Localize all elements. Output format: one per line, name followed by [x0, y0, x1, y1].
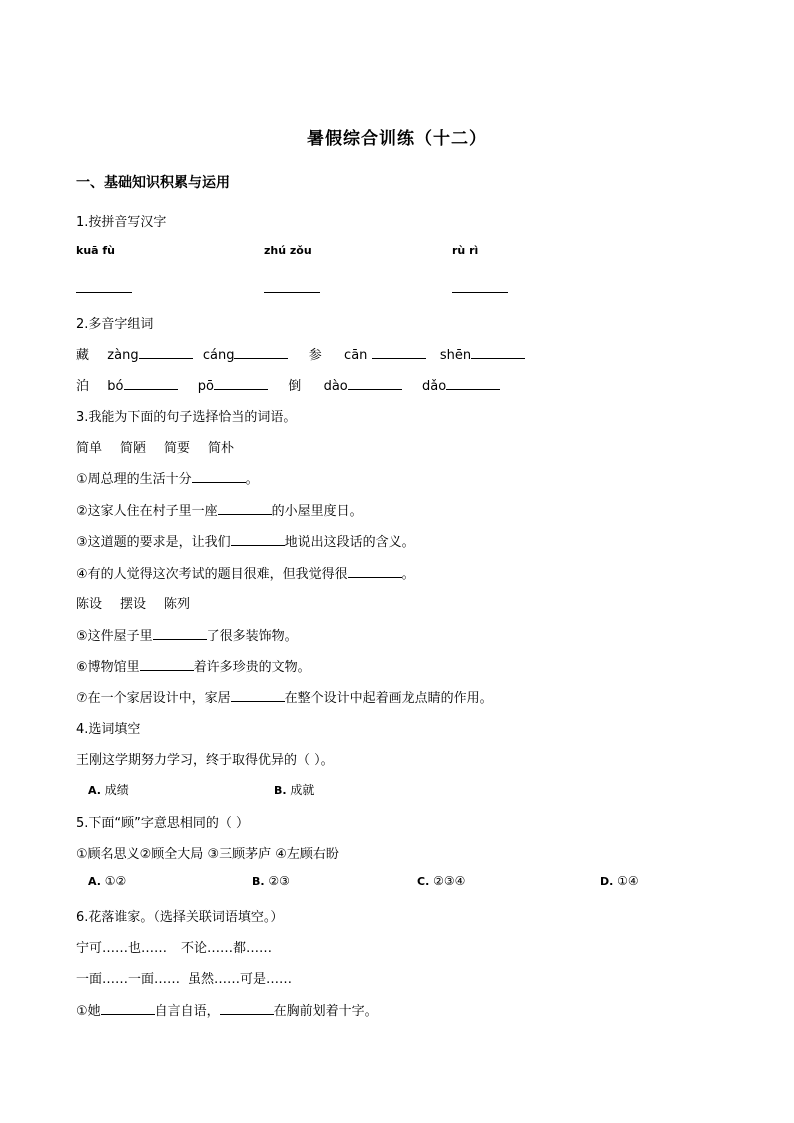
q2-char-can: 参: [308, 348, 322, 363]
word-option: 简单: [76, 441, 103, 456]
q3-heading: 3.我能为下面的句子选择恰当的词语。: [76, 410, 297, 425]
fill-blank[interactable]: [220, 1002, 274, 1015]
option-text: ①④: [617, 874, 639, 888]
q4-option-a[interactable]: [88, 781, 129, 798]
q6-conjunctions-2: [76, 968, 292, 987]
q2-char-bo: 泊: [76, 379, 90, 394]
q2-blank[interactable]: [234, 346, 288, 359]
q4-question: 王刚这学期努力学习，终于取得优异的（ ）。: [76, 753, 334, 768]
q2-blank[interactable]: [446, 377, 500, 390]
word-option: 陈列: [164, 597, 191, 612]
fill-blank[interactable]: [218, 502, 272, 515]
option-letter: A.: [88, 784, 101, 797]
sentence-text: 在胸前划着十字。: [273, 1004, 378, 1019]
q6-heading: 6.花落谁家。（选择关联词语填空。）: [76, 910, 284, 925]
sentence-text: 地说出这段话的含义。: [284, 535, 415, 550]
option-text: ②③: [268, 874, 290, 888]
option-letter: B.: [252, 875, 265, 888]
conjunction-option: 不论……都……: [181, 941, 273, 956]
word-option: 陈设: [76, 597, 103, 612]
option-text: 成绩: [104, 783, 129, 797]
sentence-text: ⑦在一个家居设计中，家居: [76, 691, 231, 706]
sentence-text: 。: [401, 567, 415, 582]
sentence-text: ②这家人住在村子里一座: [76, 504, 218, 519]
q2-row-2: [76, 375, 500, 394]
option-letter: B.: [274, 784, 287, 797]
q2-pinyin: cáng: [202, 348, 235, 363]
sentence-text: 。: [245, 472, 259, 487]
conjunction-option: 虽然……可是……: [188, 972, 293, 987]
q3-sentence-2: [76, 500, 363, 519]
q2-blank[interactable]: [214, 377, 268, 390]
conjunction-option: 宁可……也……: [76, 941, 168, 956]
q2-pinyin: bó: [107, 379, 124, 394]
q6-conjunctions-1: [76, 937, 272, 956]
q2-blank[interactable]: [124, 377, 178, 390]
word-option: 摆设: [120, 597, 147, 612]
q2-blank[interactable]: [348, 377, 402, 390]
q3-sentence-6: [76, 656, 311, 675]
q2-char-dao: 倒: [288, 379, 302, 394]
q3-word-bank-2: [76, 593, 190, 612]
sentence-text: ③这道题的要求是，让我们: [76, 535, 231, 550]
q2-char-cang: 藏: [76, 348, 90, 363]
q1-answer-blank-1[interactable]: [76, 292, 132, 293]
option-text: ②③④: [433, 874, 466, 888]
q3-sentence-1: [76, 468, 259, 487]
q1-pinyin-1: kuā fù: [76, 244, 116, 257]
fill-blank[interactable]: [140, 658, 194, 671]
q5-option-d[interactable]: [600, 874, 639, 888]
section-heading: 一、基础知识积累与运用: [76, 175, 230, 191]
fill-blank[interactable]: [348, 565, 402, 578]
fill-blank[interactable]: [231, 533, 285, 546]
q6-sentence-1: [76, 1000, 378, 1019]
word-option: 简要: [164, 441, 191, 456]
q1-answer-blank-2[interactable]: [264, 292, 320, 293]
sentence-text: ⑥博物馆里: [76, 660, 140, 675]
q2-pinyin: dǎo: [422, 379, 447, 394]
word-option: 简陋: [120, 441, 147, 456]
sentence-text: 了很多装饰物。: [206, 629, 298, 644]
q3-sentence-4: [76, 563, 415, 582]
fill-blank[interactable]: [231, 689, 285, 702]
q1-answer-blank-3[interactable]: [452, 292, 508, 293]
q2-pinyin: dào: [323, 379, 348, 394]
q2-heading: 2.多音字组词: [76, 317, 154, 332]
sentence-text: ④有的人觉得这次考试的题目很难，但我觉得很: [76, 567, 348, 582]
sentence-text: 的小屋里度日。: [271, 504, 363, 519]
q2-pinyin: pō: [197, 379, 215, 394]
sentence-text: ①她: [76, 1004, 101, 1019]
q3-sentence-5: [76, 625, 298, 644]
sentence-text: 着许多珍贵的文物。: [193, 660, 311, 675]
fill-blank[interactable]: [153, 627, 207, 640]
sentence-text: ⑤这件屋子里: [76, 629, 153, 644]
page-title: 暑假综合训练（十二）: [307, 129, 487, 149]
q1-pinyin-2: zhú zǒu: [264, 244, 312, 257]
sentence-text: 自言自语，: [154, 1004, 220, 1019]
q5-option-a[interactable]: [88, 874, 126, 888]
fill-blank[interactable]: [192, 470, 246, 483]
q2-pinyin: shēn: [439, 348, 472, 363]
q5-items: ①顾名思义②顾全大局 ③三顾茅庐 ④左顾右盼: [76, 847, 339, 862]
option-text: ①②: [104, 874, 127, 888]
q3-sentence-7: [76, 687, 493, 706]
q1-pinyin-3: rù rì: [452, 244, 479, 257]
q2-pinyin: cān: [344, 348, 368, 363]
q5-option-b[interactable]: [252, 874, 290, 888]
q2-blank[interactable]: [139, 346, 193, 359]
q2-pinyin: zàng: [107, 348, 139, 363]
q2-blank[interactable]: [471, 346, 525, 359]
fill-blank[interactable]: [101, 1002, 155, 1015]
q2-row-1: [76, 344, 525, 363]
q5-heading: 5.下面“顾”字意思相同的（ ）: [76, 816, 250, 831]
q1-heading: 1.按拼音写汉字: [76, 215, 167, 230]
q4-heading: 4.选词填空: [76, 722, 141, 737]
option-letter: C.: [417, 875, 430, 888]
q3-sentence-3: [76, 531, 415, 550]
option-letter: D.: [600, 875, 614, 888]
word-option: 简朴: [208, 441, 235, 456]
q4-option-b[interactable]: [274, 781, 314, 798]
q2-blank[interactable]: [372, 346, 426, 359]
conjunction-option: 一面……一面……: [76, 972, 181, 987]
sentence-text: ①周总理的生活十分: [76, 472, 192, 487]
option-letter: A.: [88, 875, 101, 888]
q5-option-c[interactable]: [417, 874, 465, 888]
sentence-text: 在整个设计中起着画龙点睛的作用。: [284, 691, 493, 706]
option-text: 成就: [290, 783, 315, 797]
q3-word-bank-1: [76, 437, 234, 456]
